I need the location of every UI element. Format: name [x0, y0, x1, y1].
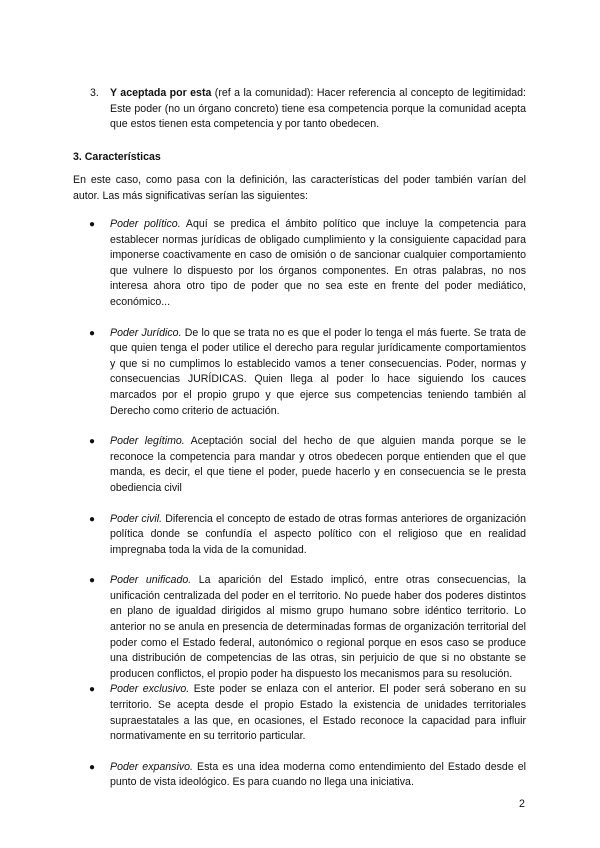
bullet-icon: ● [89, 684, 96, 696]
list-item-poder-politico [73, 217, 526, 311]
numbered-list-item [90, 86, 526, 133]
item-term: Poder político. [110, 218, 181, 230]
list-item-body [110, 86, 526, 133]
item-term: Poder Jurídico. [110, 326, 182, 339]
list-item-poder-juridico [73, 326, 526, 420]
item-text: Aquí se predica el ámbito político que incluye la competencia para establecer normas jurídicas de obligado cumplimiento y la consiguiente capacidad para imponerse coactivamente en caso de omisión o de sancionar cualquier comportamiento que vulnere lo dispuesto por los órganos componentes. En otras palabras, no nos interesa ahora otro tipo de poder que no sea este en frente del poder mediático, económico... [110, 218, 526, 308]
item-text: La aparición del Estado implicó, entre otras consecuencias, la unificación centralizada del poder en el territorio. No puede haber dos poderes distintos en plano de igualdad dirigidos al mismo grupo humano sobre idéntico territorio. Lo anterior no se anula en presencia de determinadas formas de organización territorial del poder como el Estado federal, autonómico o regional porque en esos caso se produce una distribución de competencias de las otras, sin perjuicio de que si no obstante se producen conflictos, el propio poder ha dispuesto los mecanismos para su resolución. [110, 574, 526, 680]
bullet-icon: ● [89, 513, 96, 525]
bullet-icon: ● [89, 327, 96, 339]
intro-paragraph: En este caso, como pasa con la definición, las características del poder también varían del autor. Las más significativas serían las siguientes: [73, 174, 526, 202]
section-heading: 3. Características [73, 151, 161, 163]
item-text: Esta es una idea moderna como entendimiento del Estado desde el punto de vista ideológico. Es para cuando no llega una iniciativa. [110, 760, 527, 789]
list-item-poder-expansivo [73, 760, 526, 791]
item-term: Poder exclusivo. [110, 683, 190, 696]
item-term: Poder civil. [110, 512, 163, 525]
list-item-poder-civil [73, 512, 526, 559]
item-text: Este poder se enlaza con el anterior. El poder será soberano en su territorio. Se acepta desde el propio Estado la existencia de unidades territoriales supraestatales a las que, en ocasiones, el Estado reconoce la capacidad para influir normativamente en su territorio particular. [110, 683, 526, 743]
item-term: Poder legítimo. [110, 435, 185, 448]
item-text: De lo que se trata no es que el poder lo tenga el más fuerte. Se trata de que quien tenga el poder utilice el derecho para regular jurídicamente comportamientos y que si no cumplimos lo establecido vamos a tener consecuencias. Poder, normas y consecuencias JURÍDICAS. Quien llega al poder lo hace siguiendo los cauces marcados por el propio grupo y que ejerce sus competencias teniendo también al Derecho como criterio de actuación. [110, 326, 526, 417]
bold-lead: Y aceptada por esta [110, 87, 212, 99]
bullet-icon: ● [89, 761, 96, 773]
page-number: 2 [519, 798, 525, 810]
item-term: Poder unificado. [110, 574, 192, 587]
list-item-text: (ref a la comunidad): Hacer referencia al concepto de legitimidad: Este poder (no un órgano concreto) tiene esa competencia porque la comunidad acepta que estos tienen esta competencia y por tanto obedecen. [110, 87, 526, 131]
bullet-icon: ● [89, 436, 96, 448]
list-item-poder-unificado [73, 573, 526, 682]
item-text: Diferencia el concepto de estado de otras formas anteriores de organización política donde se confundía el aspecto político con el religioso que en realidad impregnaba toda la vida de la comunidad. [110, 512, 526, 556]
item-term: Poder expansivo. [110, 760, 193, 773]
list-item-poder-exclusivo [73, 682, 526, 744]
bullet-icon: ● [89, 575, 96, 587]
list-item-poder-legitimo [73, 434, 526, 496]
characteristics-list [73, 217, 526, 791]
bullet-icon: ● [89, 219, 96, 230]
item-text: Aceptación social del hecho de que alguien manda porque se le reconoce la competencia para mandar y otros obedecen porque entienden que el que manda, es decir, el que tiene el poder, puede hacerlo y en consecuencia se le presta obediencia civil [110, 435, 527, 494]
list-number: 3. [90, 87, 99, 99]
